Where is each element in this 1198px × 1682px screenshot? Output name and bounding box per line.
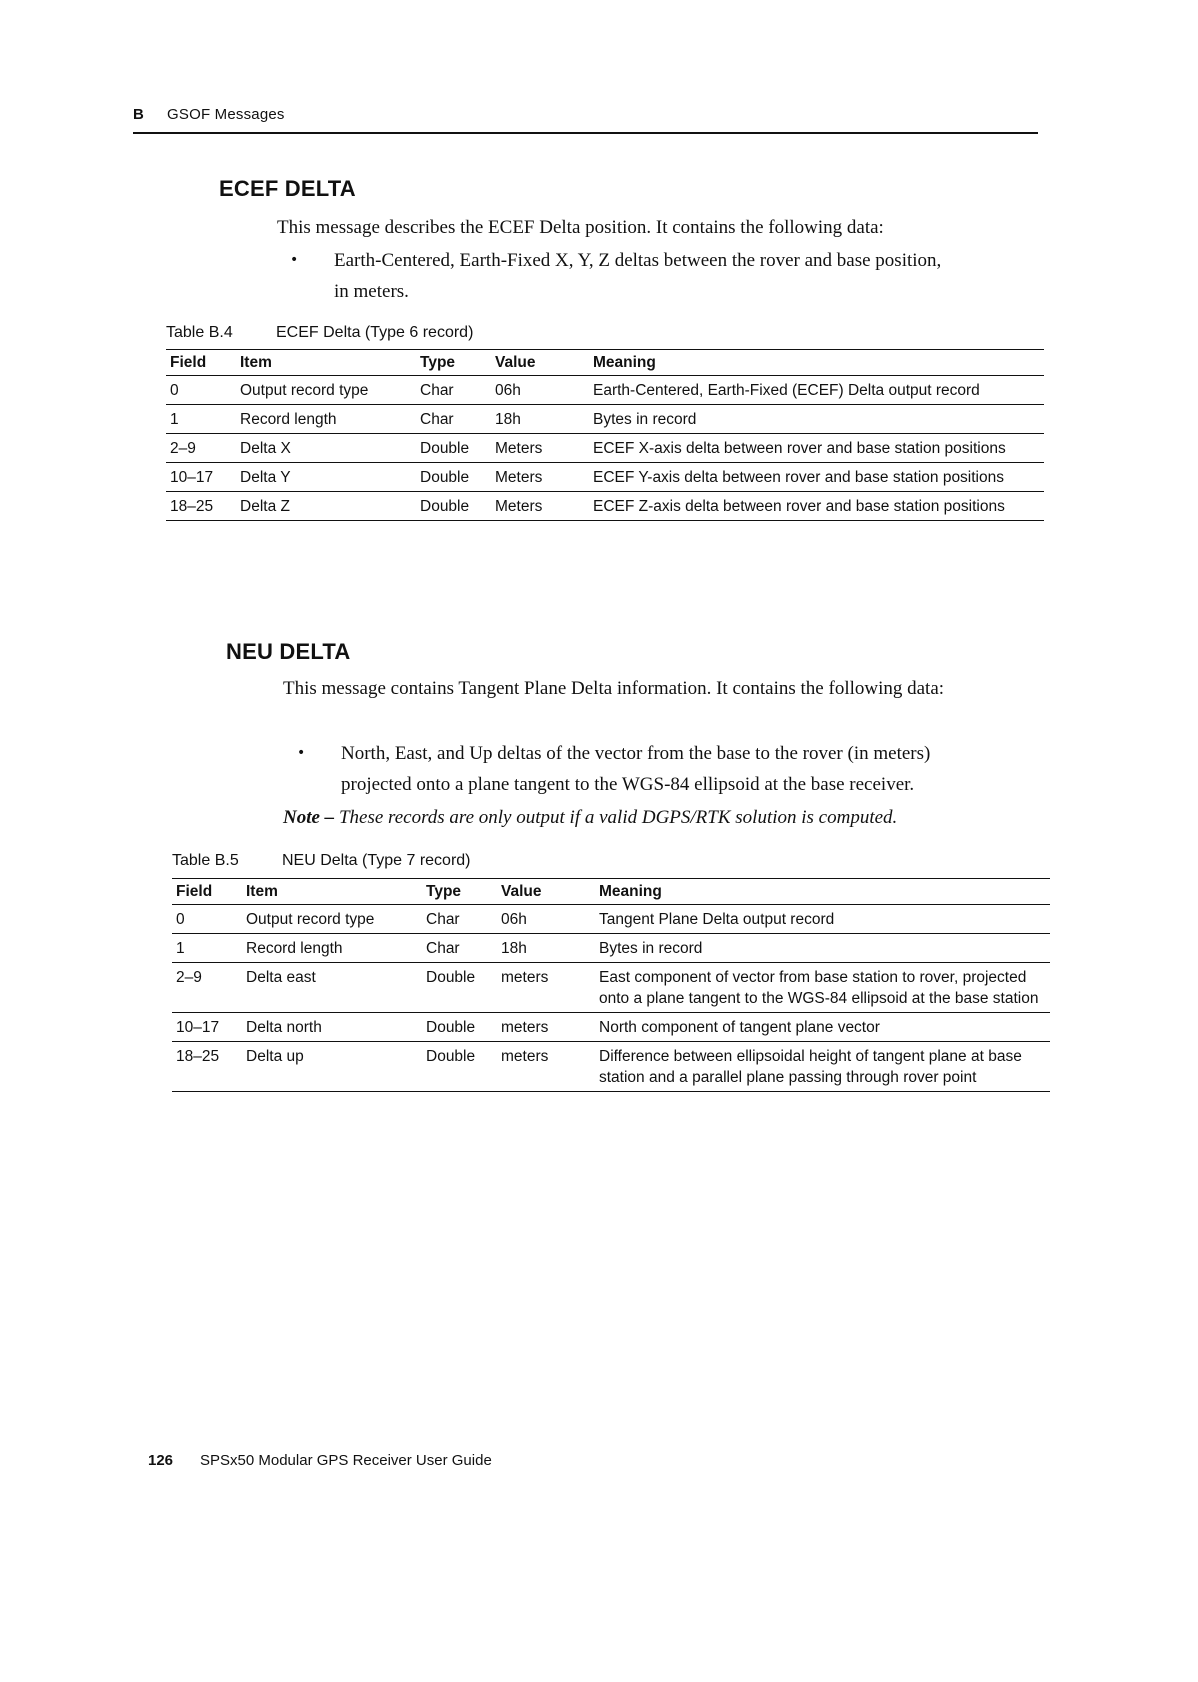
column-header: Value: [491, 350, 589, 376]
table-cell: meters: [501, 1048, 549, 1065]
table-cell: Tangent Plane Delta output record: [595, 905, 1050, 934]
column-header: Item: [242, 879, 422, 905]
ecef-delta-table: [166, 349, 1044, 521]
table-cell: Delta Z: [240, 498, 290, 515]
table-cell: meters: [497, 963, 595, 1013]
page-footer: [148, 1452, 492, 1469]
table-header-row: [166, 350, 1044, 376]
neu-bullet-line1: North, East, and Up deltas of the vector from the base to the rover (in meters): [341, 743, 931, 764]
table-cell: 18h: [491, 405, 589, 434]
table-cell: Bytes in record: [595, 934, 1050, 963]
page-number: 126: [148, 1452, 174, 1469]
table-cell: Record length: [236, 405, 416, 434]
table-cell: Meters: [491, 434, 589, 463]
table-cell: Bytes in record: [589, 405, 1044, 434]
table-b4-title: ECEF Delta (Type 6 record): [276, 324, 474, 341]
table-row: [172, 905, 1050, 934]
table-row: [166, 434, 1044, 463]
table-cell: Double: [420, 498, 470, 515]
table-b4-caption: [166, 324, 473, 342]
bullet-dot-icon: •: [297, 745, 306, 761]
note-text: These records are only output if a valid DGPS/RTK solution is computed.: [338, 807, 898, 828]
chapter-letter: B: [133, 106, 145, 123]
table-cell: ECEF Z-axis delta between rover and base station positions: [593, 498, 1005, 515]
table-cell: 18–25: [176, 1048, 220, 1065]
column-header: Item: [236, 350, 416, 376]
table-cell: Delta east: [242, 963, 422, 1013]
table-row: [172, 934, 1050, 963]
table-header-row: [172, 879, 1050, 905]
note-label: Note –: [283, 807, 335, 828]
table-cell: Char: [422, 934, 497, 963]
table-cell: Char: [416, 405, 491, 434]
ecef-bullet-line1: Earth-Centered, Earth-Fixed X, Y, Z deltas between the rover and base position,: [334, 250, 942, 271]
table-cell: Delta up: [246, 1048, 304, 1065]
table-cell: Output record type: [242, 905, 422, 934]
table-cell: 18h: [497, 934, 595, 963]
table-cell: Difference between ellipsoidal height of tangent plane at base station and a parallel plane passing through rover point: [599, 1048, 1022, 1086]
table-cell: Double: [416, 434, 491, 463]
table-cell: Meters: [495, 498, 543, 515]
ecef-intro: This message describes the ECEF Delta position. It contains the following data:: [277, 217, 884, 238]
ecef-bullet: [290, 245, 1050, 307]
ecef-section: [219, 176, 1039, 202]
table-cell: 18–25: [170, 498, 214, 515]
column-header: Type: [416, 350, 491, 376]
neu-intro: This message contains Tangent Plane Delta information. It contains the following data:: [283, 678, 945, 699]
neu-bullet-line2: projected onto a plane tangent to the WGS-84 ellipsoid at the base receiver.: [341, 774, 915, 795]
table-cell: ECEF Y-axis delta between rover and base station positions: [589, 463, 1044, 492]
column-header: Meaning: [589, 350, 1044, 376]
table-row: [166, 463, 1044, 492]
table-cell: Char: [422, 905, 497, 934]
table-cell: East component of vector from base station to rover, projected onto a plane tangent to the WGS-84 ellipsoid at the base station: [595, 963, 1050, 1013]
table-cell: meters: [497, 1013, 595, 1042]
table-cell: 2–9: [172, 963, 242, 1013]
table-row: [166, 492, 1044, 521]
table-row: [172, 1042, 1050, 1092]
table-cell: 1: [172, 934, 242, 963]
column-header: Value: [497, 879, 595, 905]
neu-note: [283, 802, 1063, 833]
table-cell: Double: [422, 1013, 497, 1042]
table-cell: North component of tangent plane vector: [595, 1013, 1050, 1042]
column-header: Field: [166, 350, 236, 376]
table-cell: Meters: [491, 463, 589, 492]
table-b4-number: Table B.4: [166, 324, 233, 341]
table-cell: Delta X: [236, 434, 416, 463]
table-cell: 06h: [491, 376, 589, 405]
table-cell: 06h: [497, 905, 595, 934]
table-cell: Double: [416, 463, 491, 492]
table-cell: ECEF X-axis delta between rover and base station positions: [589, 434, 1044, 463]
neu-section: [226, 639, 1046, 665]
neu-bullet: [297, 738, 1057, 800]
table-cell: 10–17: [166, 463, 236, 492]
table-row: [166, 405, 1044, 434]
column-header: Field: [172, 879, 242, 905]
column-header: Type: [422, 879, 497, 905]
table-b5-title: NEU Delta (Type 7 record): [282, 852, 471, 869]
table-cell: Double: [422, 963, 497, 1013]
table-b5-caption: [172, 852, 471, 870]
table-cell: Delta Y: [236, 463, 416, 492]
table-cell: Double: [426, 1048, 476, 1065]
table-cell: Output record type: [236, 376, 416, 405]
neu-delta-table: [172, 878, 1050, 1092]
table-row: [172, 963, 1050, 1013]
table-cell: 10–17: [172, 1013, 242, 1042]
table-cell: 0: [172, 905, 242, 934]
column-header: Meaning: [595, 879, 1050, 905]
bullet-dot-icon: •: [290, 252, 299, 268]
table-row: [172, 1013, 1050, 1042]
chapter-title: GSOF Messages: [167, 106, 285, 123]
running-header: [133, 106, 1038, 134]
ecef-bullet-line2: in meters.: [334, 281, 409, 302]
document-title: SPSx50 Modular GPS Receiver User Guide: [200, 1452, 492, 1469]
table-cell: Record length: [242, 934, 422, 963]
table-b5-number: Table B.5: [172, 852, 239, 869]
neu-heading: NEU DELTA: [226, 639, 351, 664]
table-cell: Delta north: [242, 1013, 422, 1042]
table-cell: 2–9: [166, 434, 236, 463]
table-cell: Char: [416, 376, 491, 405]
table-cell: Earth-Centered, Earth-Fixed (ECEF) Delta output record: [589, 376, 1044, 405]
table-cell: 0: [166, 376, 236, 405]
table-row: [166, 376, 1044, 405]
ecef-heading: ECEF DELTA: [219, 176, 356, 201]
table-cell: 1: [166, 405, 236, 434]
